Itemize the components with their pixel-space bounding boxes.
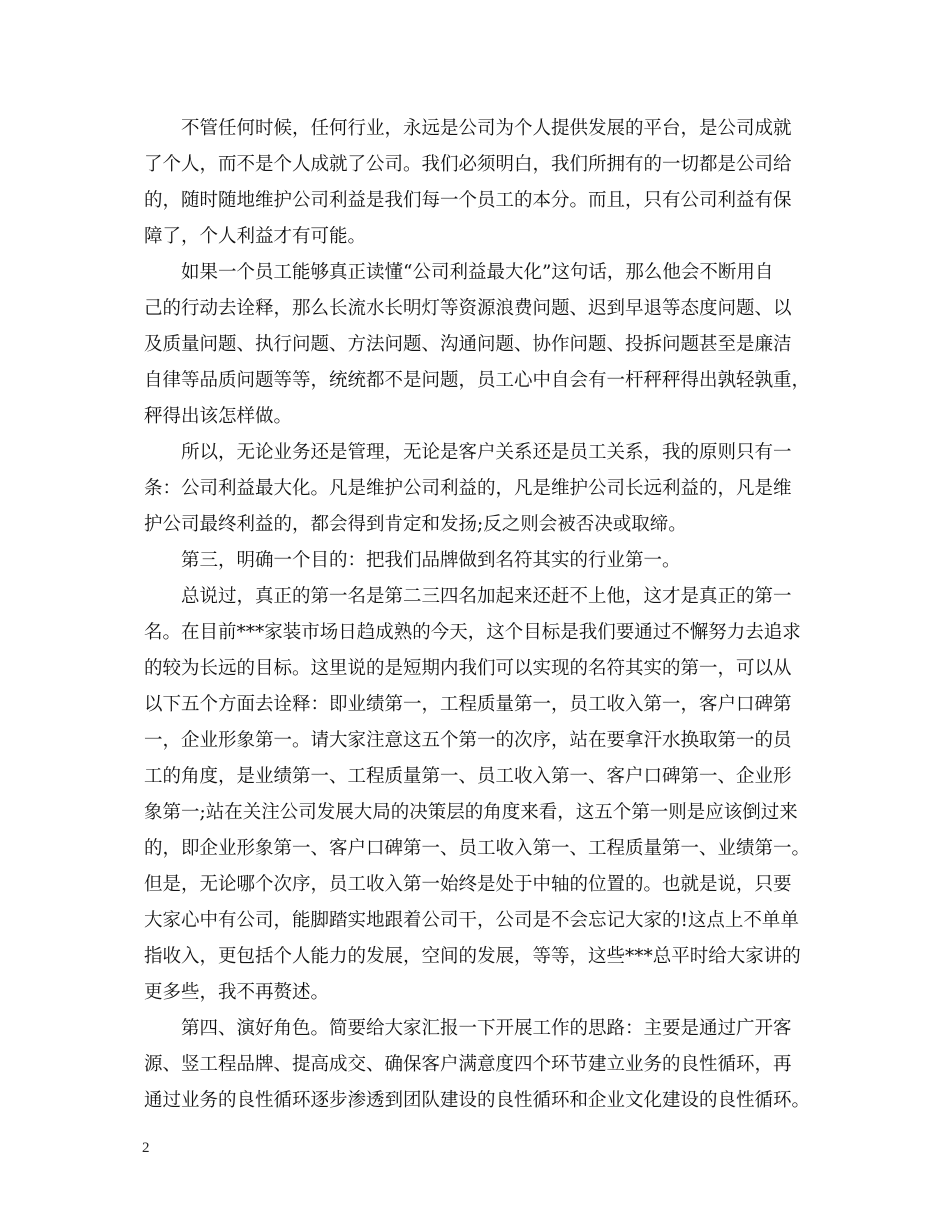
text-line: 一，企业形象第一。请大家注意这五个第一的次序，站在要拿汗水换取第一的员 [144, 730, 792, 751]
text-line: 自律等品质问题等等，统统都不是问题，员工心中自会有一杆秤秤得出孰轻孰重， [144, 370, 811, 391]
text-line: 总说过，真正的第一名是第二三四名加起来还赶不上他，这才是真正的第一 [144, 586, 792, 607]
text-line: 了个人，而不是个人成就了公司。我们必须明白，我们所拥有的一切都是公司给 [144, 154, 792, 175]
page-number: 2 [142, 1140, 150, 1156]
text-line: 指收入，更包括个人能力的发展，空间的发展，等等，这些***总平时给大家讲的 [144, 946, 801, 967]
text-line: 的，随时随地维护公司利益是我们每一个员工的本分。而且，只有公司利益有保 [144, 190, 792, 211]
text-line: 更多些，我不再赘述。 [144, 982, 330, 1003]
text-line: 所以，无论业务还是管理，无论是客户关系还是员工关系，我的原则只有一 [144, 442, 792, 463]
text-line: 以下五个方面去诠释：即业绩第一，工程质量第一，员工收入第一，客户口碑第 [144, 694, 792, 715]
text-line: 通过业务的良性循环逐步渗透到团队建设的良性循环和企业文化建设的良性循环。 [144, 1090, 811, 1111]
text-line: 第四、演好角色。简要给大家汇报一下开展工作的思路：主要是通过广开客 [144, 1018, 792, 1039]
text-line: 及质量问题、执行问题、方法问题、沟通问题、协作问题、投拆问题甚至是廉洁 [144, 334, 792, 355]
text-line: 工的角度，是业绩第一、工程质量第一、员工收入第一、客户口碑第一、企业形 [144, 766, 792, 787]
text-line: 条：公司利益最大化。凡是维护公司利益的，凡是维护公司长远利益的，凡是维 [144, 478, 792, 499]
text-line: 大家心中有公司，能脚踏实地跟着公司干，公司是不会忘记大家的!这点上不单单 [144, 910, 799, 931]
text-line: 象第一;站在关注公司发展大局的决策层的角度来看，这五个第一则是应该倒过来 [144, 802, 798, 823]
text-line: 己的行动去诠释，那么长流水长明灯等资源浪费问题、迟到早退等态度问题、以 [144, 298, 792, 319]
text-line: 源、竖工程品牌、提高成交、确保客户满意度四个环节建立业务的良性循环，再 [144, 1054, 792, 1075]
text-line: 但是，无论哪个次序，员工收入第一始终是处于中轴的位置的。也就是说，只要 [144, 874, 792, 895]
text-line: 不管任何时候，任何行业，永远是公司为个人提供发展的平台，是公司成就 [144, 118, 792, 139]
text-line: 名。在目前***家装市场日趋成熟的今天，这个目标是我们要通过不懈努力去追求 [144, 622, 801, 643]
text-line: 的较为长远的目标。这里说的是短期内我们可以实现的名符其实的第一，可以从 [144, 658, 792, 679]
text-line: 的，即企业形象第一、客户口碑第一、员工收入第一、工程质量第一、业绩第一。 [144, 838, 811, 859]
text-line: 障了，个人利益才有可能。 [144, 226, 367, 247]
text-line: 第三，明确一个目的：把我们品牌做到名符其实的行业第一。 [144, 550, 681, 571]
text-line: 秤得出该怎样做。 [144, 406, 293, 427]
text-line: 如果一个员工能够真正读懂“公司利益最大化”这句话，那么他会不断用自 [144, 262, 774, 283]
text-line: 护公司最终利益的，都会得到肯定和发扬;反之则会被否决或取缔。 [144, 514, 687, 535]
